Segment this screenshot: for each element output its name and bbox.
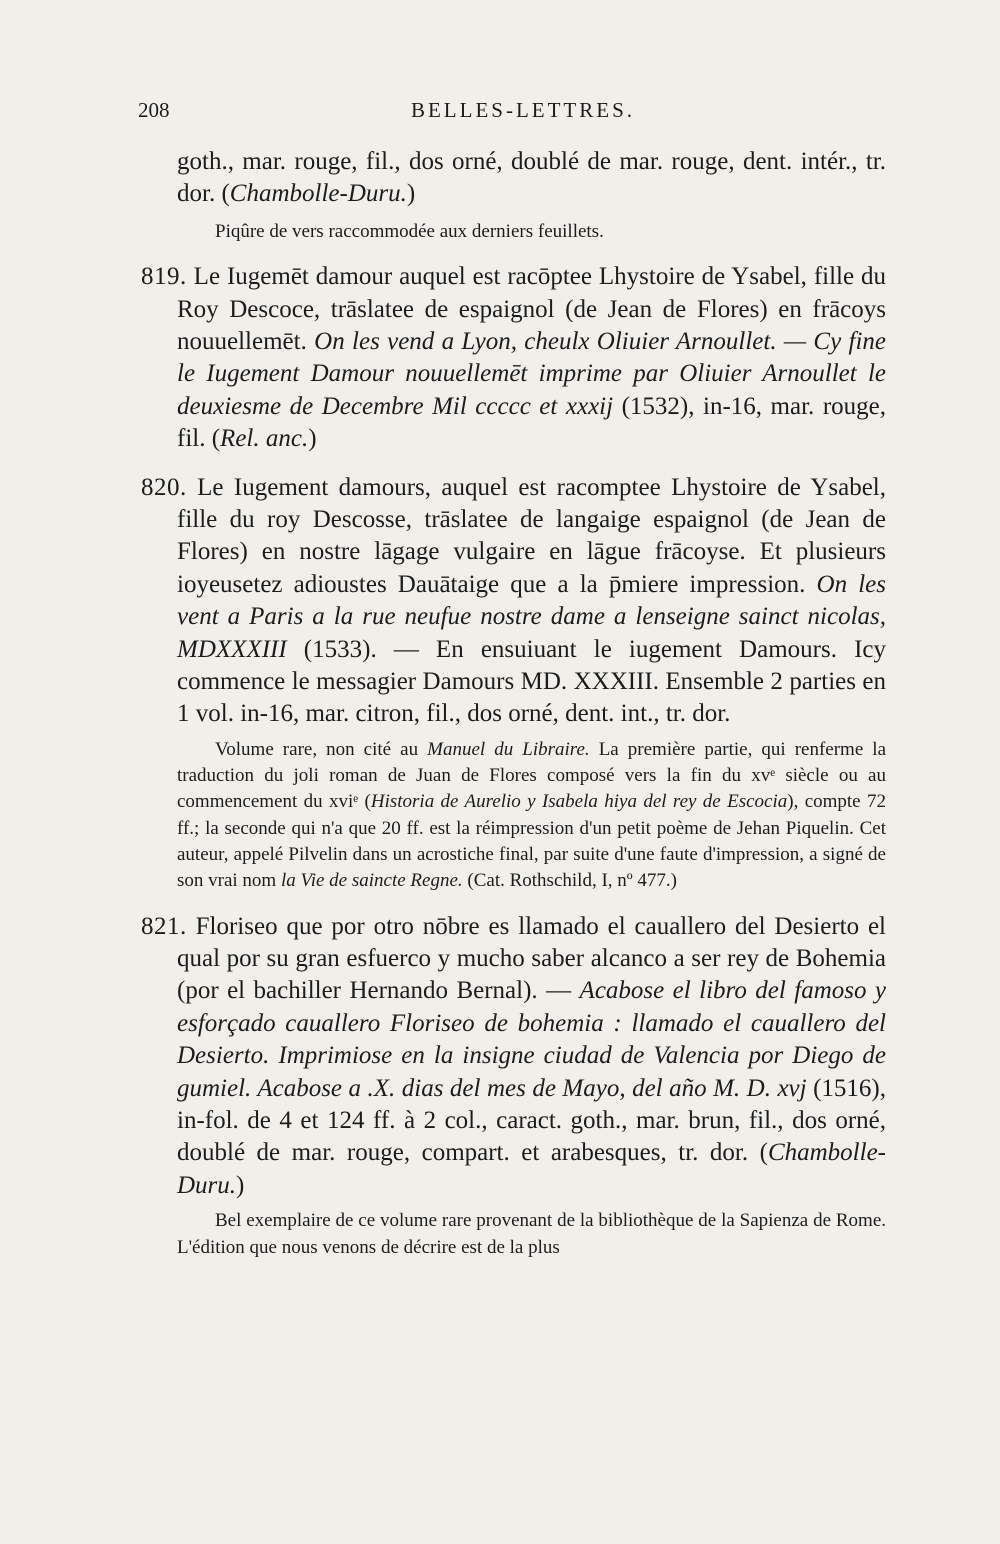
entry-text: Floriseo que por otro nōbre es llamado el cauallero del Desierto el qual por su gran esfuerco y mucho saber alcanco a ser rey de Bohemia (por el bachiller Hernando Bernal). — bbox=[177, 912, 886, 1005]
note-text: La première partie, qui renferme la traduction du joli roman de Juan de Flores composé vers la fin du xvᵉ siècle ou au commencement du xviᵉ ( bbox=[177, 738, 887, 813]
imprint-text: On les vent a Paris a la rue neufue nostre dame a lenseigne sainct nicolas, MDXXXIII bbox=[177, 570, 887, 663]
entry-number: 819. bbox=[141, 263, 187, 291]
binding-note: Rel. anc. bbox=[220, 425, 309, 453]
entry-text: (1533). — En ensuiuant le iugement Damours. Icy commence le messagier Damours MD. XXXIII. Ensemble 2 parties en 1 vol. in-16, mar. citron, fil., dos orné, dent. int., tr. dor. bbox=[177, 635, 886, 728]
entry-text: ) bbox=[406, 180, 416, 208]
entry-821 bbox=[141, 911, 886, 1203]
imprint-text: On les vend a Lyon, cheulx Oliuier Arnoullet. — Cy fine le Iugement Damour nouuellemēt imprime par Oliuier Arnoullet le deuxiesme de Decembre Mil ccccc et xxxij bbox=[177, 327, 887, 420]
reference-title: Historia de Aurelio y Isabela hiya del rey de Escocia bbox=[370, 791, 788, 813]
reference-title: Manuel du Libraire. bbox=[427, 738, 590, 760]
entry-text: (1532), in-16, mar. rouge, fil. ( bbox=[177, 392, 886, 453]
entry-820 bbox=[141, 472, 886, 731]
entry-text: ) bbox=[308, 425, 317, 453]
note-text: (Cat. Rothschild, I, nº 477.) bbox=[467, 870, 677, 892]
imprint-text: Acabose el libro del famoso y esforçado cauallero Floriseo de bohemia : llamado el cauallero del Desierto. Imprimiose en la insigne ciudad de Valencia por Diego de gumiel. Acabose a .X. dias del mes de Mayo, del año M. D. xvj bbox=[177, 977, 887, 1102]
entry-819 bbox=[141, 261, 886, 455]
note-821: Bel exemplaire de ce volume rare provenant de la bibliothèque de la Sapienza de Rome. L'édition que nous venons de décrire est de la plus bbox=[177, 1210, 886, 1258]
entry-continuation bbox=[141, 146, 886, 211]
entry-text: (1516), in-fol. de 4 et 124 ff. à 2 col., caract. goth., mar. brun, fil., dos orné, doublé de mar. rouge, compart. et arabesques, tr. dor. ( bbox=[177, 1074, 887, 1167]
note-text: Volume rare, non cité au bbox=[215, 738, 419, 760]
entry-number: 820. bbox=[141, 473, 187, 501]
reference-title: la Vie de saincte Regne. bbox=[280, 870, 463, 892]
entry-text: Le Iugement damours, auquel est racomptee Lhystoire de Ysabel, fille du roy Descosse, trāslatee de langaige espaignol (de Jean de Flores) en nostre lāgage vulgaire en lāgue frācoyse. Et plusieurs ioyeusetez adioustes Dauātaige que a la p̄miere impression. bbox=[177, 473, 886, 598]
entry-text: ) bbox=[236, 1171, 245, 1199]
note-paragraph: Piqûre de vers raccommodée aux derniers feuillets. bbox=[215, 220, 604, 242]
entry-text: goth., mar. rouge, fil., dos orné, doublé de mar. rouge, dent. intér., tr. dor. ( bbox=[177, 148, 886, 208]
entry-number: 821. bbox=[141, 912, 187, 940]
binder-name: Chambolle-Duru. bbox=[229, 180, 407, 208]
page-number: 208 bbox=[138, 98, 170, 122]
binder-name: Chambolle-Duru. bbox=[177, 1139, 886, 1199]
running-head: BELLES-LETTRES. bbox=[410, 98, 636, 122]
note-820 bbox=[141, 737, 886, 895]
note-text: ), compte 72 ff.; la seconde qui n'a que 20 ff. est la réimpression d'un petit poème de Jehan Piquelin. Cet auteur, appelé Pilvelin dans un acrostiche final, par suite d'une faute d'impression, a signé de son vrai nom bbox=[177, 791, 886, 892]
page-body bbox=[141, 146, 886, 1261]
page-header bbox=[138, 98, 868, 134]
entry-text: Le Iugemēt damour auquel est racōptee Lhystoire de Ysabel, fille du Roy Descoce, trāslatee de espaignol (de Jean de Flores) en frācoys nouuellemēt. bbox=[177, 263, 886, 355]
